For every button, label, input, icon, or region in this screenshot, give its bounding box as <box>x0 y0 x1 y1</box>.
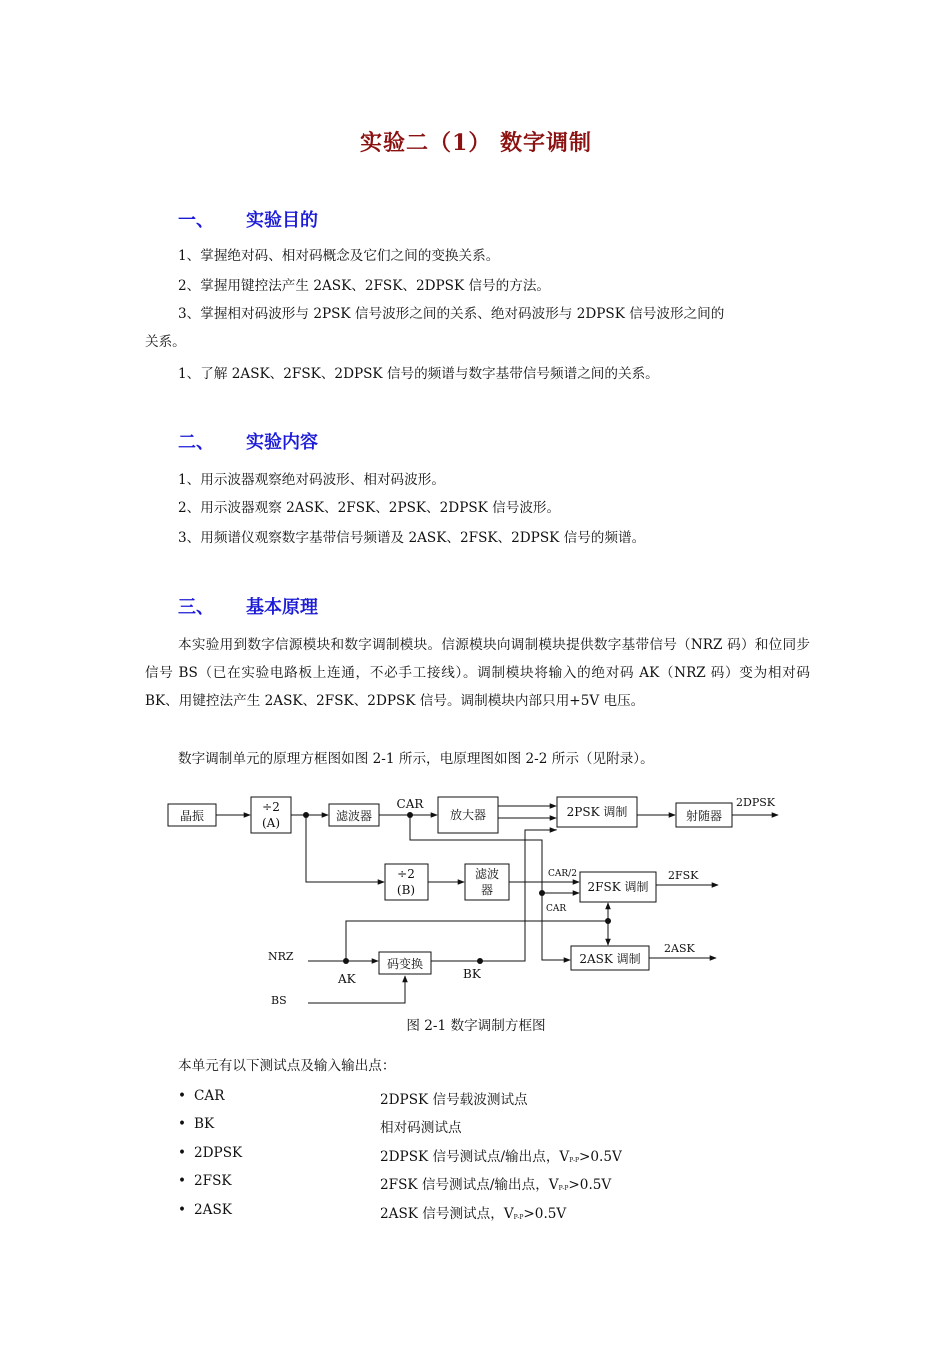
bullet: • <box>178 1202 187 1218</box>
purpose-item-continued: 关系。 <box>145 334 186 350</box>
bs-label: BS <box>271 994 287 1007</box>
test-point-desc: 2FSK 信号测试点/输出点，V <box>380 1177 559 1193</box>
test-point-name: 2ASK <box>194 1202 232 1218</box>
test-point-desc: 2ASK 信号测试点，V <box>380 1206 514 1222</box>
psk-modulator-label: 2PSK 调制 <box>566 805 628 819</box>
vpp-subscript: P-P <box>569 1157 580 1164</box>
purpose-item: 2、掌握用键控法产生 2ASK、2FSK、2DPSK 信号的方法。 <box>178 278 551 294</box>
test-point-item <box>178 1088 528 1108</box>
content-item: 3、用频谱仪观察数字基带信号频谱及 2ASK、2FSK、2DPSK 信号的频谱。 <box>178 530 646 546</box>
nrz-label: NRZ <box>268 950 294 963</box>
code-converter-label: 码变换 <box>386 957 424 971</box>
section-title: 实验目的 <box>246 210 318 231</box>
filter-b-sublabel: 器 <box>480 883 494 897</box>
section-number: 一、 <box>178 210 214 231</box>
test-point-desc: 2DPSK 信号载波测试点 <box>380 1092 528 1108</box>
car-small-label: CAR <box>546 904 567 914</box>
divider-a-label: ÷2 <box>262 800 280 814</box>
output-2dpsk-label: 2DPSK <box>736 796 775 809</box>
content-item: 2、用示波器观察 2ASK、2FSK、2PSK、2DPSK 信号波形。 <box>178 500 561 516</box>
purpose-item: 3、掌握相对码波形与 2PSK 信号波形之间的关系、绝对码波形与 2DPSK 信号波形之间的 <box>178 306 725 322</box>
ak-label: AK <box>338 972 356 986</box>
output-2ask-label: 2ASK <box>664 942 695 955</box>
test-point-name: BK <box>194 1116 215 1132</box>
section-number: 三、 <box>178 597 214 618</box>
section-number: 二、 <box>178 432 214 453</box>
test-point-desc: 相对码测试点 <box>380 1120 462 1136</box>
test-point-item <box>178 1173 612 1193</box>
page-title: 实验二（1） 数字调制 <box>360 130 592 156</box>
bullet: • <box>178 1145 187 1161</box>
divider-b-label: ÷2 <box>397 867 415 881</box>
car-label: CAR <box>396 797 424 811</box>
points-intro: 本单元有以下测试点及输入输出点： <box>178 1058 396 1074</box>
test-point-name: CAR <box>194 1088 225 1104</box>
vpp-subscript: P-P <box>558 1185 569 1192</box>
section-title: 实验内容 <box>246 432 318 453</box>
test-point-item <box>178 1116 462 1136</box>
test-point-item <box>178 1145 622 1165</box>
figure-intro: 数字调制单元的原理方框图如图 2-1 所示，电原理图如图 2-2 所示（见附录）。 <box>178 751 654 767</box>
test-point-threshold: >0.5V <box>523 1206 567 1222</box>
crystal-label: 晶振 <box>179 809 205 823</box>
vpp-subscript: P-P <box>513 1214 524 1221</box>
output-2fsk-label: 2FSK <box>668 869 699 882</box>
divider-b-sublabel: (B) <box>396 883 416 897</box>
content-item: 1、用示波器观察绝对码波形、相对码波形。 <box>178 472 445 488</box>
emitter-follower-label: 射随器 <box>685 809 723 823</box>
filter-b-label: 滤波 <box>474 867 500 881</box>
test-point-name: 2DPSK <box>194 1145 243 1161</box>
divider-a-sublabel: (A) <box>261 816 281 830</box>
purpose-item: 1、了解 2ASK、2FSK、2DPSK 信号的频谱与数字基带信号频谱之间的关系。 <box>178 366 659 382</box>
filter-label: 滤波器 <box>335 809 373 823</box>
test-point-name: 2FSK <box>194 1173 232 1189</box>
test-point-desc: 2DPSK 信号测试点/输出点，V <box>380 1149 570 1165</box>
bullet: • <box>178 1173 187 1189</box>
fsk-modulator-label: 2FSK 调制 <box>587 880 649 894</box>
figure-caption: 图 2-1 数字调制方框图 <box>406 1018 546 1034</box>
bullet: • <box>178 1088 187 1104</box>
purpose-item: 1、掌握绝对码、相对码概念及它们之间的变换关系。 <box>178 248 500 264</box>
bullet: • <box>178 1116 187 1132</box>
test-point-item <box>178 1202 567 1222</box>
principle-paragraph: 本实验用到数字信源模块和数字调制模块。信源模块向调制模块提供数字基带信号（NRZ 码）和位同步信号 BS（已在实验电路板上连通，不必手工接线）。调制模块将输入的绝对码 AK（NRZ 码）变为相对码 BK、用键控法产生 2ASK、2FSK、2DPSK 信号。调制模块内部只用+5V 电压。 <box>145 637 810 709</box>
amplifier-label: 放大器 <box>449 808 487 822</box>
test-point-threshold: >0.5V <box>579 1149 622 1165</box>
test-point-threshold: >0.5V <box>568 1177 612 1193</box>
ask-modulator-label: 2ASK 调制 <box>579 952 641 966</box>
car-half-label: CAR/2 <box>548 869 577 879</box>
section-title: 基本原理 <box>246 597 318 618</box>
bk-label: BK <box>463 967 481 981</box>
